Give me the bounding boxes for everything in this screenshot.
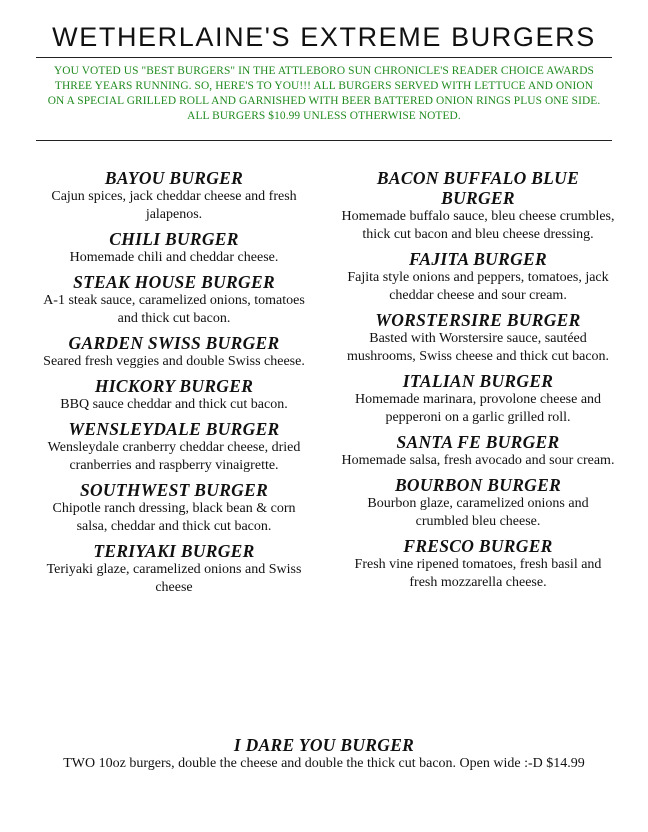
item-description: Bourbon glaze, caramelized onions and crumbled bleu cheese. (367, 496, 589, 529)
special-menu-item (36, 735, 612, 773)
item-description: Chipotle ranch dressing, black bean & corn salsa, cheddar and thick cut bacon. (52, 501, 296, 534)
item-name: BOURBON BURGER (394, 475, 562, 495)
item-name: FRESCO BURGER (403, 536, 553, 556)
item-description: Homemade chili and cheddar cheese. (69, 250, 279, 265)
item-description: Fajita style onions and peppers, tomatoes, jack cheddar cheese and sour cream. (347, 270, 609, 303)
menu-item (36, 419, 312, 475)
item-description: Wensleydale cranberry cheddar cheese, dried cranberries and raspberry vinaigrette. (47, 440, 301, 473)
item-name: HICKORY BURGER (94, 376, 254, 396)
item-description: Homemade buffalo sauce, bleu cheese crumbles, thick cut bacon and bleu cheese dressing. (341, 209, 615, 242)
menu-item (340, 536, 616, 592)
item-name: ITALIAN BURGER (402, 371, 554, 391)
item-name: GARDEN SWISS BURGER (68, 333, 280, 353)
menu-item (340, 475, 616, 531)
menu-item (340, 168, 616, 244)
item-name: TERIYAKI BURGER (93, 541, 255, 561)
item-description: Teriyaki glaze, caramelized onions and Swiss cheese (46, 562, 302, 595)
menu-item (36, 333, 312, 371)
item-description: Homemade salsa, fresh avocado and sour cream. (341, 453, 615, 468)
item-name: CHILI BURGER (109, 229, 239, 249)
title-divider (36, 57, 612, 58)
menu-item (36, 541, 312, 597)
menu-item (340, 432, 616, 470)
intro-divider (36, 140, 612, 141)
special-item-name: I DARE YOU BURGER (233, 735, 415, 755)
item-description: Cajun spices, jack cheddar cheese and fresh jalapenos. (51, 189, 297, 222)
item-description: Homemade marinara, provolone cheese and pepperoni on a garlic grilled roll. (354, 392, 602, 425)
menu-item (36, 168, 312, 224)
item-name: WORSTERSIRE BURGER (375, 310, 581, 330)
left-menu-column (36, 168, 312, 602)
item-name: SANTA FE BURGER (396, 432, 560, 452)
menu-item (36, 272, 312, 328)
menu-item (340, 249, 616, 305)
right-menu-column (340, 168, 616, 597)
menu-item (36, 480, 312, 536)
special-item-description: TWO 10oz burgers, double the cheese and double the thick cut bacon. Open wide :-D $14.99 (63, 756, 585, 771)
item-name: BAYOU BURGER (104, 168, 244, 188)
item-description: Fresh vine ripened tomatoes, fresh basil and fresh mozzarella cheese. (354, 557, 602, 590)
item-description: BBQ sauce cheddar and thick cut bacon. (60, 397, 288, 412)
item-name: SOUTHWEST BURGER (79, 480, 269, 500)
intro-text: YOU VOTED US "BEST BURGERS" IN THE ATTLEBORO SUN CHRONICLE'S READER CHOICE AWARDS THREE YEARS RUNNING. SO, HERE'S TO YOU!!! ALL BURGERS SERVED WITH LETTUCE AND ONION ON A SPECIAL GRILLED ROLL AND GARNISHED WITH BEER BATTERED ONION RINGS PLUS ONE SIDE. ALL BURGERS $10.99 UNLESS OTHERWISE NOTED. (47, 65, 601, 122)
menu-item (340, 310, 616, 366)
item-name: STEAK HOUSE BURGER (73, 272, 275, 292)
item-name: FAJITA BURGER (409, 249, 547, 269)
menu-item (36, 229, 312, 267)
item-description: Seared fresh veggies and double Swiss cheese. (43, 354, 305, 369)
item-name: WENSLEYDALE BURGER (68, 419, 280, 439)
menu-item (340, 371, 616, 427)
item-description: A-1 steak sauce, caramelized onions, tomatoes and thick cut bacon. (43, 293, 305, 326)
menu-item (36, 376, 312, 414)
item-description: Basted with Worstersire sauce, sautéed mushrooms, Swiss cheese and thick cut bacon. (346, 331, 610, 364)
item-name: BACON BUFFALO BLUE BURGER (376, 168, 580, 208)
menu-title: WETHERLAINE'S EXTREME BURGERS (52, 22, 596, 52)
